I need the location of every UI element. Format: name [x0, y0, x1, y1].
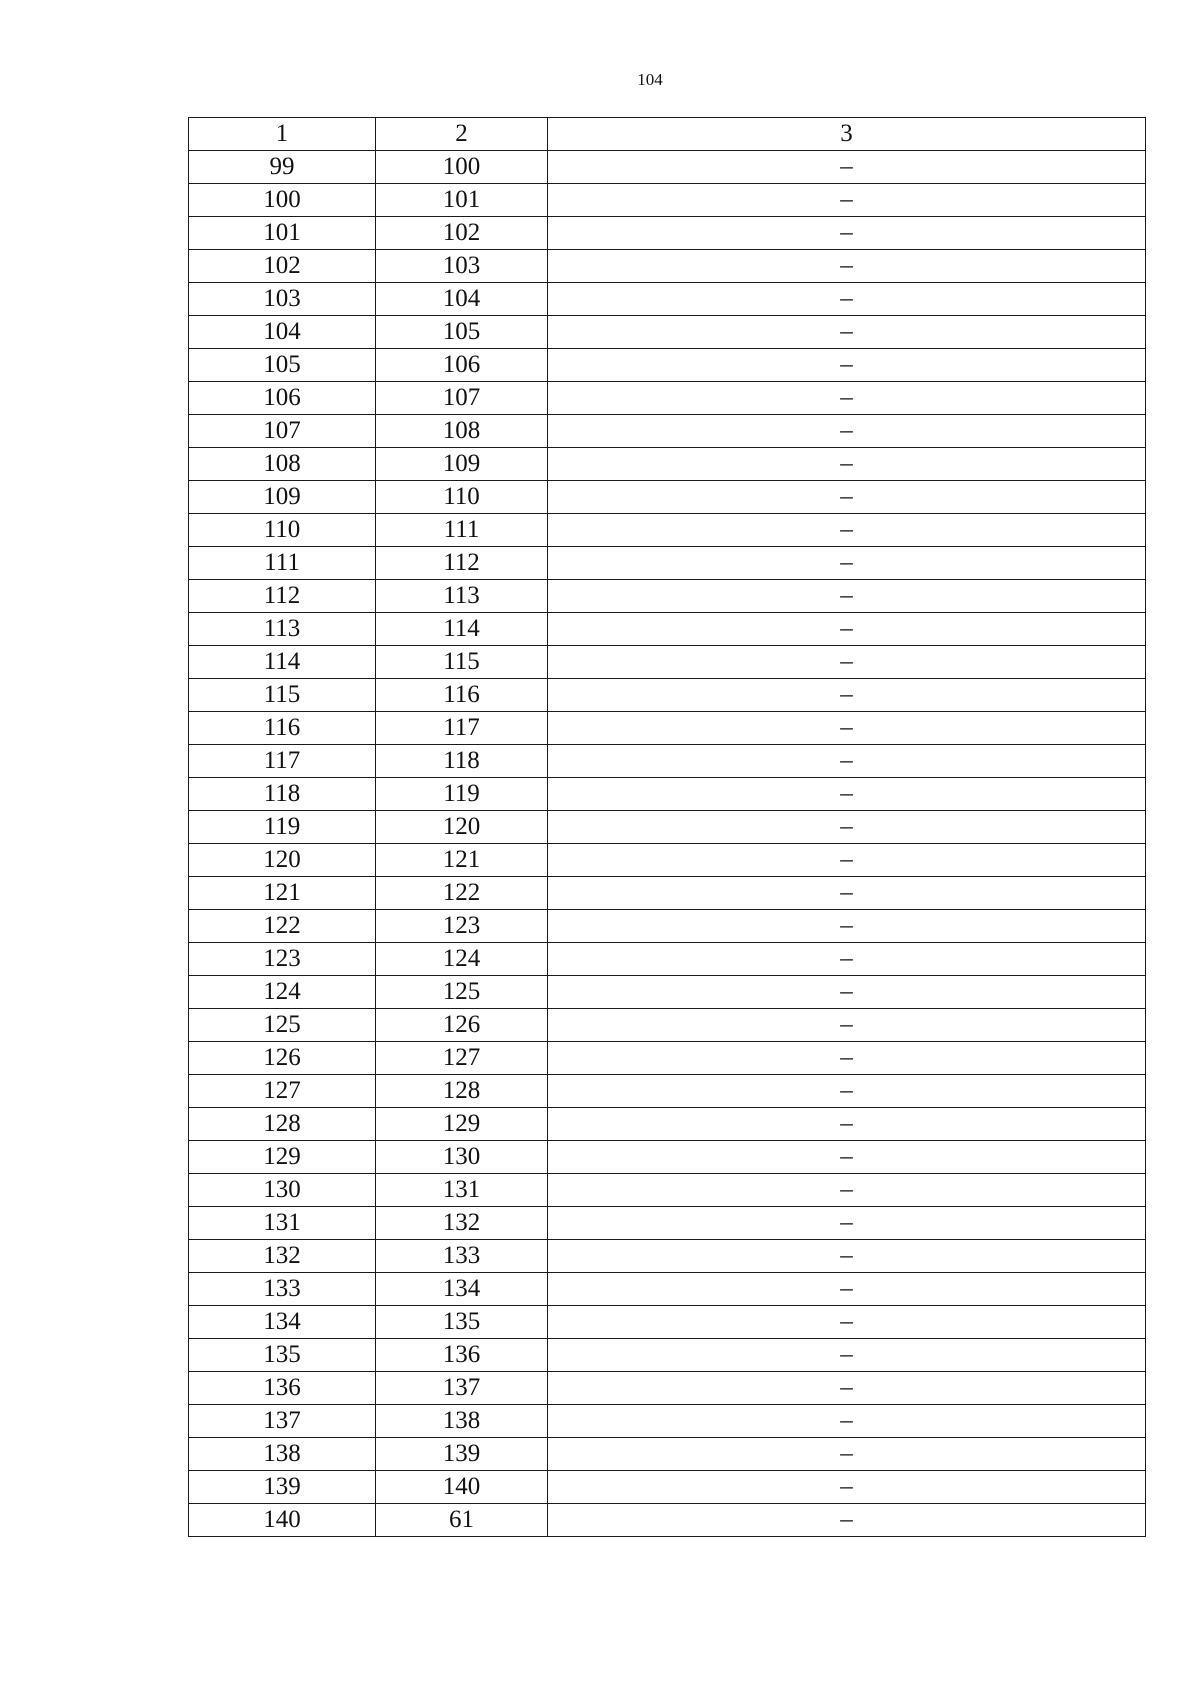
table-cell-col-3: –: [548, 712, 1146, 745]
table-cell-col-2: 109: [376, 448, 548, 481]
table-cell-col-1: 136: [189, 1372, 376, 1405]
table-cell-col-1: 100: [189, 184, 376, 217]
table-cell-col-1: 133: [189, 1273, 376, 1306]
table-row: [189, 1438, 1146, 1471]
table-cell-col-2: 136: [376, 1339, 548, 1372]
table-row: [189, 613, 1146, 646]
table-row: [189, 1207, 1146, 1240]
table-cell-col-2: 134: [376, 1273, 548, 1306]
table-row: [189, 877, 1146, 910]
table-cell-col-1: 113: [189, 613, 376, 646]
table-cell-col-3: –: [548, 250, 1146, 283]
table-cell-col-2: 140: [376, 1471, 548, 1504]
table-row: [189, 1240, 1146, 1273]
table-body: [189, 118, 1146, 1537]
table-cell-col-3: –: [548, 1075, 1146, 1108]
table-cell-col-2: 104: [376, 283, 548, 316]
table-cell-col-1: 109: [189, 481, 376, 514]
table-row: [189, 283, 1146, 316]
table-cell-col-3: –: [548, 910, 1146, 943]
table-cell-col-1: 134: [189, 1306, 376, 1339]
table-cell-col-1: 110: [189, 514, 376, 547]
table-row: [189, 1372, 1146, 1405]
table-cell-col-1: 108: [189, 448, 376, 481]
table-cell-col-1: 123: [189, 943, 376, 976]
table-cell-col-2: 119: [376, 778, 548, 811]
table-cell-col-2: 115: [376, 646, 548, 679]
table-cell-col-1: 117: [189, 745, 376, 778]
table-cell-col-2: 117: [376, 712, 548, 745]
table-cell-col-3: –: [548, 613, 1146, 646]
table-cell-col-1: 120: [189, 844, 376, 877]
table-cell-col-1: 137: [189, 1405, 376, 1438]
table-row: [189, 1141, 1146, 1174]
table-row: [189, 349, 1146, 382]
table-cell-col-1: 116: [189, 712, 376, 745]
table-cell-col-2: 128: [376, 1075, 548, 1108]
table-cell-col-1: 112: [189, 580, 376, 613]
table-cell-col-1: 140: [189, 1504, 376, 1537]
table-cell-col-2: 106: [376, 349, 548, 382]
table-cell-col-2: 107: [376, 382, 548, 415]
table-cell-col-1: 119: [189, 811, 376, 844]
table-cell-col-3: –: [548, 1042, 1146, 1075]
table-row: [189, 580, 1146, 613]
table-row: [189, 184, 1146, 217]
table-cell-col-3: –: [548, 382, 1146, 415]
table-cell-col-1: 138: [189, 1438, 376, 1471]
column-header-3: 3: [548, 118, 1146, 151]
table-cell-col-2: 101: [376, 184, 548, 217]
table-cell-col-2: 138: [376, 1405, 548, 1438]
table-cell-col-3: –: [548, 349, 1146, 382]
table-cell-col-3: –: [548, 1339, 1146, 1372]
table-row: [189, 514, 1146, 547]
table-row: [189, 976, 1146, 1009]
table-cell-col-2: 129: [376, 1108, 548, 1141]
table-row: [189, 844, 1146, 877]
table-cell-col-2: 127: [376, 1042, 548, 1075]
table-cell-col-3: –: [548, 943, 1146, 976]
table-cell-col-1: 101: [189, 217, 376, 250]
table-cell-col-1: 131: [189, 1207, 376, 1240]
table-header-row: [189, 118, 1146, 151]
table-cell-col-3: –: [548, 415, 1146, 448]
table-cell-col-3: –: [548, 1438, 1146, 1471]
table-cell-col-2: 120: [376, 811, 548, 844]
table-row: [189, 1273, 1146, 1306]
table-row: [189, 217, 1146, 250]
table-cell-col-2: 103: [376, 250, 548, 283]
table-cell-col-2: 110: [376, 481, 548, 514]
table-row: [189, 415, 1146, 448]
table-cell-col-2: 121: [376, 844, 548, 877]
table-cell-col-3: –: [548, 547, 1146, 580]
table-row: [189, 316, 1146, 349]
table-cell-col-1: 122: [189, 910, 376, 943]
table-row: [189, 1339, 1146, 1372]
table-cell-col-2: 135: [376, 1306, 548, 1339]
table-cell-col-1: 124: [189, 976, 376, 1009]
table-row: [189, 448, 1146, 481]
table-cell-col-1: 103: [189, 283, 376, 316]
table-cell-col-2: 126: [376, 1009, 548, 1042]
table-cell-col-1: 104: [189, 316, 376, 349]
table-cell-col-3: –: [548, 877, 1146, 910]
table-row: [189, 250, 1146, 283]
table-row: [189, 1174, 1146, 1207]
table-cell-col-3: –: [548, 1141, 1146, 1174]
table-cell-col-2: 139: [376, 1438, 548, 1471]
table-cell-col-3: –: [548, 745, 1146, 778]
table-cell-col-2: 113: [376, 580, 548, 613]
table-cell-col-2: 114: [376, 613, 548, 646]
table-cell-col-1: 126: [189, 1042, 376, 1075]
table-cell-col-3: –: [548, 1372, 1146, 1405]
table-cell-col-3: –: [548, 1504, 1146, 1537]
table-cell-col-3: –: [548, 283, 1146, 316]
table-cell-col-3: –: [548, 151, 1146, 184]
page-number: 104: [637, 70, 663, 89]
table-row: [189, 943, 1146, 976]
table-cell-col-2: 108: [376, 415, 548, 448]
table-cell-col-2: 137: [376, 1372, 548, 1405]
table-row: [189, 1042, 1146, 1075]
table-cell-col-2: 130: [376, 1141, 548, 1174]
table-cell-col-3: –: [548, 1471, 1146, 1504]
table-cell-col-3: –: [548, 316, 1146, 349]
table-cell-col-2: 102: [376, 217, 548, 250]
table-cell-col-3: –: [548, 1108, 1146, 1141]
table-cell-col-1: 127: [189, 1075, 376, 1108]
table-cell-col-2: 132: [376, 1207, 548, 1240]
column-header-1: 1: [189, 118, 376, 151]
table-row: [189, 1009, 1146, 1042]
table-cell-col-3: –: [548, 1240, 1146, 1273]
table-cell-col-3: –: [548, 1207, 1146, 1240]
table-cell-col-3: –: [548, 448, 1146, 481]
table-cell-col-2: 116: [376, 679, 548, 712]
table-cell-col-2: 124: [376, 943, 548, 976]
table-cell-col-2: 105: [376, 316, 548, 349]
table-row: [189, 646, 1146, 679]
table-cell-col-3: –: [548, 1273, 1146, 1306]
table-row: [189, 1306, 1146, 1339]
table-cell-col-3: –: [548, 217, 1146, 250]
table-cell-col-2: 111: [376, 514, 548, 547]
column-header-2: 2: [376, 118, 548, 151]
table-cell-col-1: 106: [189, 382, 376, 415]
table-cell-col-3: –: [548, 646, 1146, 679]
table-cell-col-1: 114: [189, 646, 376, 679]
table-cell-col-3: –: [548, 976, 1146, 1009]
table-cell-col-2: 125: [376, 976, 548, 1009]
table-row: [189, 712, 1146, 745]
table-cell-col-2: 122: [376, 877, 548, 910]
table-cell-col-3: –: [548, 1174, 1146, 1207]
table-cell-col-1: 102: [189, 250, 376, 283]
table-cell-col-1: 130: [189, 1174, 376, 1207]
table-row: [189, 151, 1146, 184]
table-cell-col-3: –: [548, 481, 1146, 514]
table-row: [189, 811, 1146, 844]
table-row: [189, 679, 1146, 712]
table-cell-col-3: –: [548, 514, 1146, 547]
table-cell-col-2: 100: [376, 151, 548, 184]
table-cell-col-1: 128: [189, 1108, 376, 1141]
table-row: [189, 481, 1146, 514]
table-cell-col-1: 105: [189, 349, 376, 382]
table-row: [189, 778, 1146, 811]
table-cell-col-2: 133: [376, 1240, 548, 1273]
table-cell-col-1: 125: [189, 1009, 376, 1042]
table-cell-col-1: 107: [189, 415, 376, 448]
table-cell-col-3: –: [548, 778, 1146, 811]
data-table: [188, 117, 1146, 1537]
table-cell-col-1: 99: [189, 151, 376, 184]
table-cell-col-3: –: [548, 1405, 1146, 1438]
table-cell-col-3: –: [548, 1306, 1146, 1339]
table-cell-col-1: 139: [189, 1471, 376, 1504]
table-cell-col-1: 118: [189, 778, 376, 811]
table-row: [189, 1075, 1146, 1108]
table-row: [189, 382, 1146, 415]
table-cell-col-2: 112: [376, 547, 548, 580]
table-cell-col-2: 118: [376, 745, 548, 778]
table-cell-col-1: 132: [189, 1240, 376, 1273]
table-cell-col-1: 115: [189, 679, 376, 712]
table-row: [189, 1405, 1146, 1438]
table-cell-col-1: 121: [189, 877, 376, 910]
table-cell-col-2: 123: [376, 910, 548, 943]
table-row: [189, 1471, 1146, 1504]
table-cell-col-3: –: [548, 580, 1146, 613]
table-cell-col-3: –: [548, 1009, 1146, 1042]
table-row: [189, 1108, 1146, 1141]
table-cell-col-2: 61: [376, 1504, 548, 1537]
table-cell-col-2: 131: [376, 1174, 548, 1207]
table-cell-col-3: –: [548, 844, 1146, 877]
table-row: [189, 910, 1146, 943]
table-cell-col-3: –: [548, 679, 1146, 712]
table-cell-col-1: 111: [189, 547, 376, 580]
table-cell-col-1: 129: [189, 1141, 376, 1174]
table-cell-col-1: 135: [189, 1339, 376, 1372]
table-row: [189, 547, 1146, 580]
table-row: [189, 1504, 1146, 1537]
table-cell-col-3: –: [548, 184, 1146, 217]
table-row: [189, 745, 1146, 778]
table-cell-col-3: –: [548, 811, 1146, 844]
